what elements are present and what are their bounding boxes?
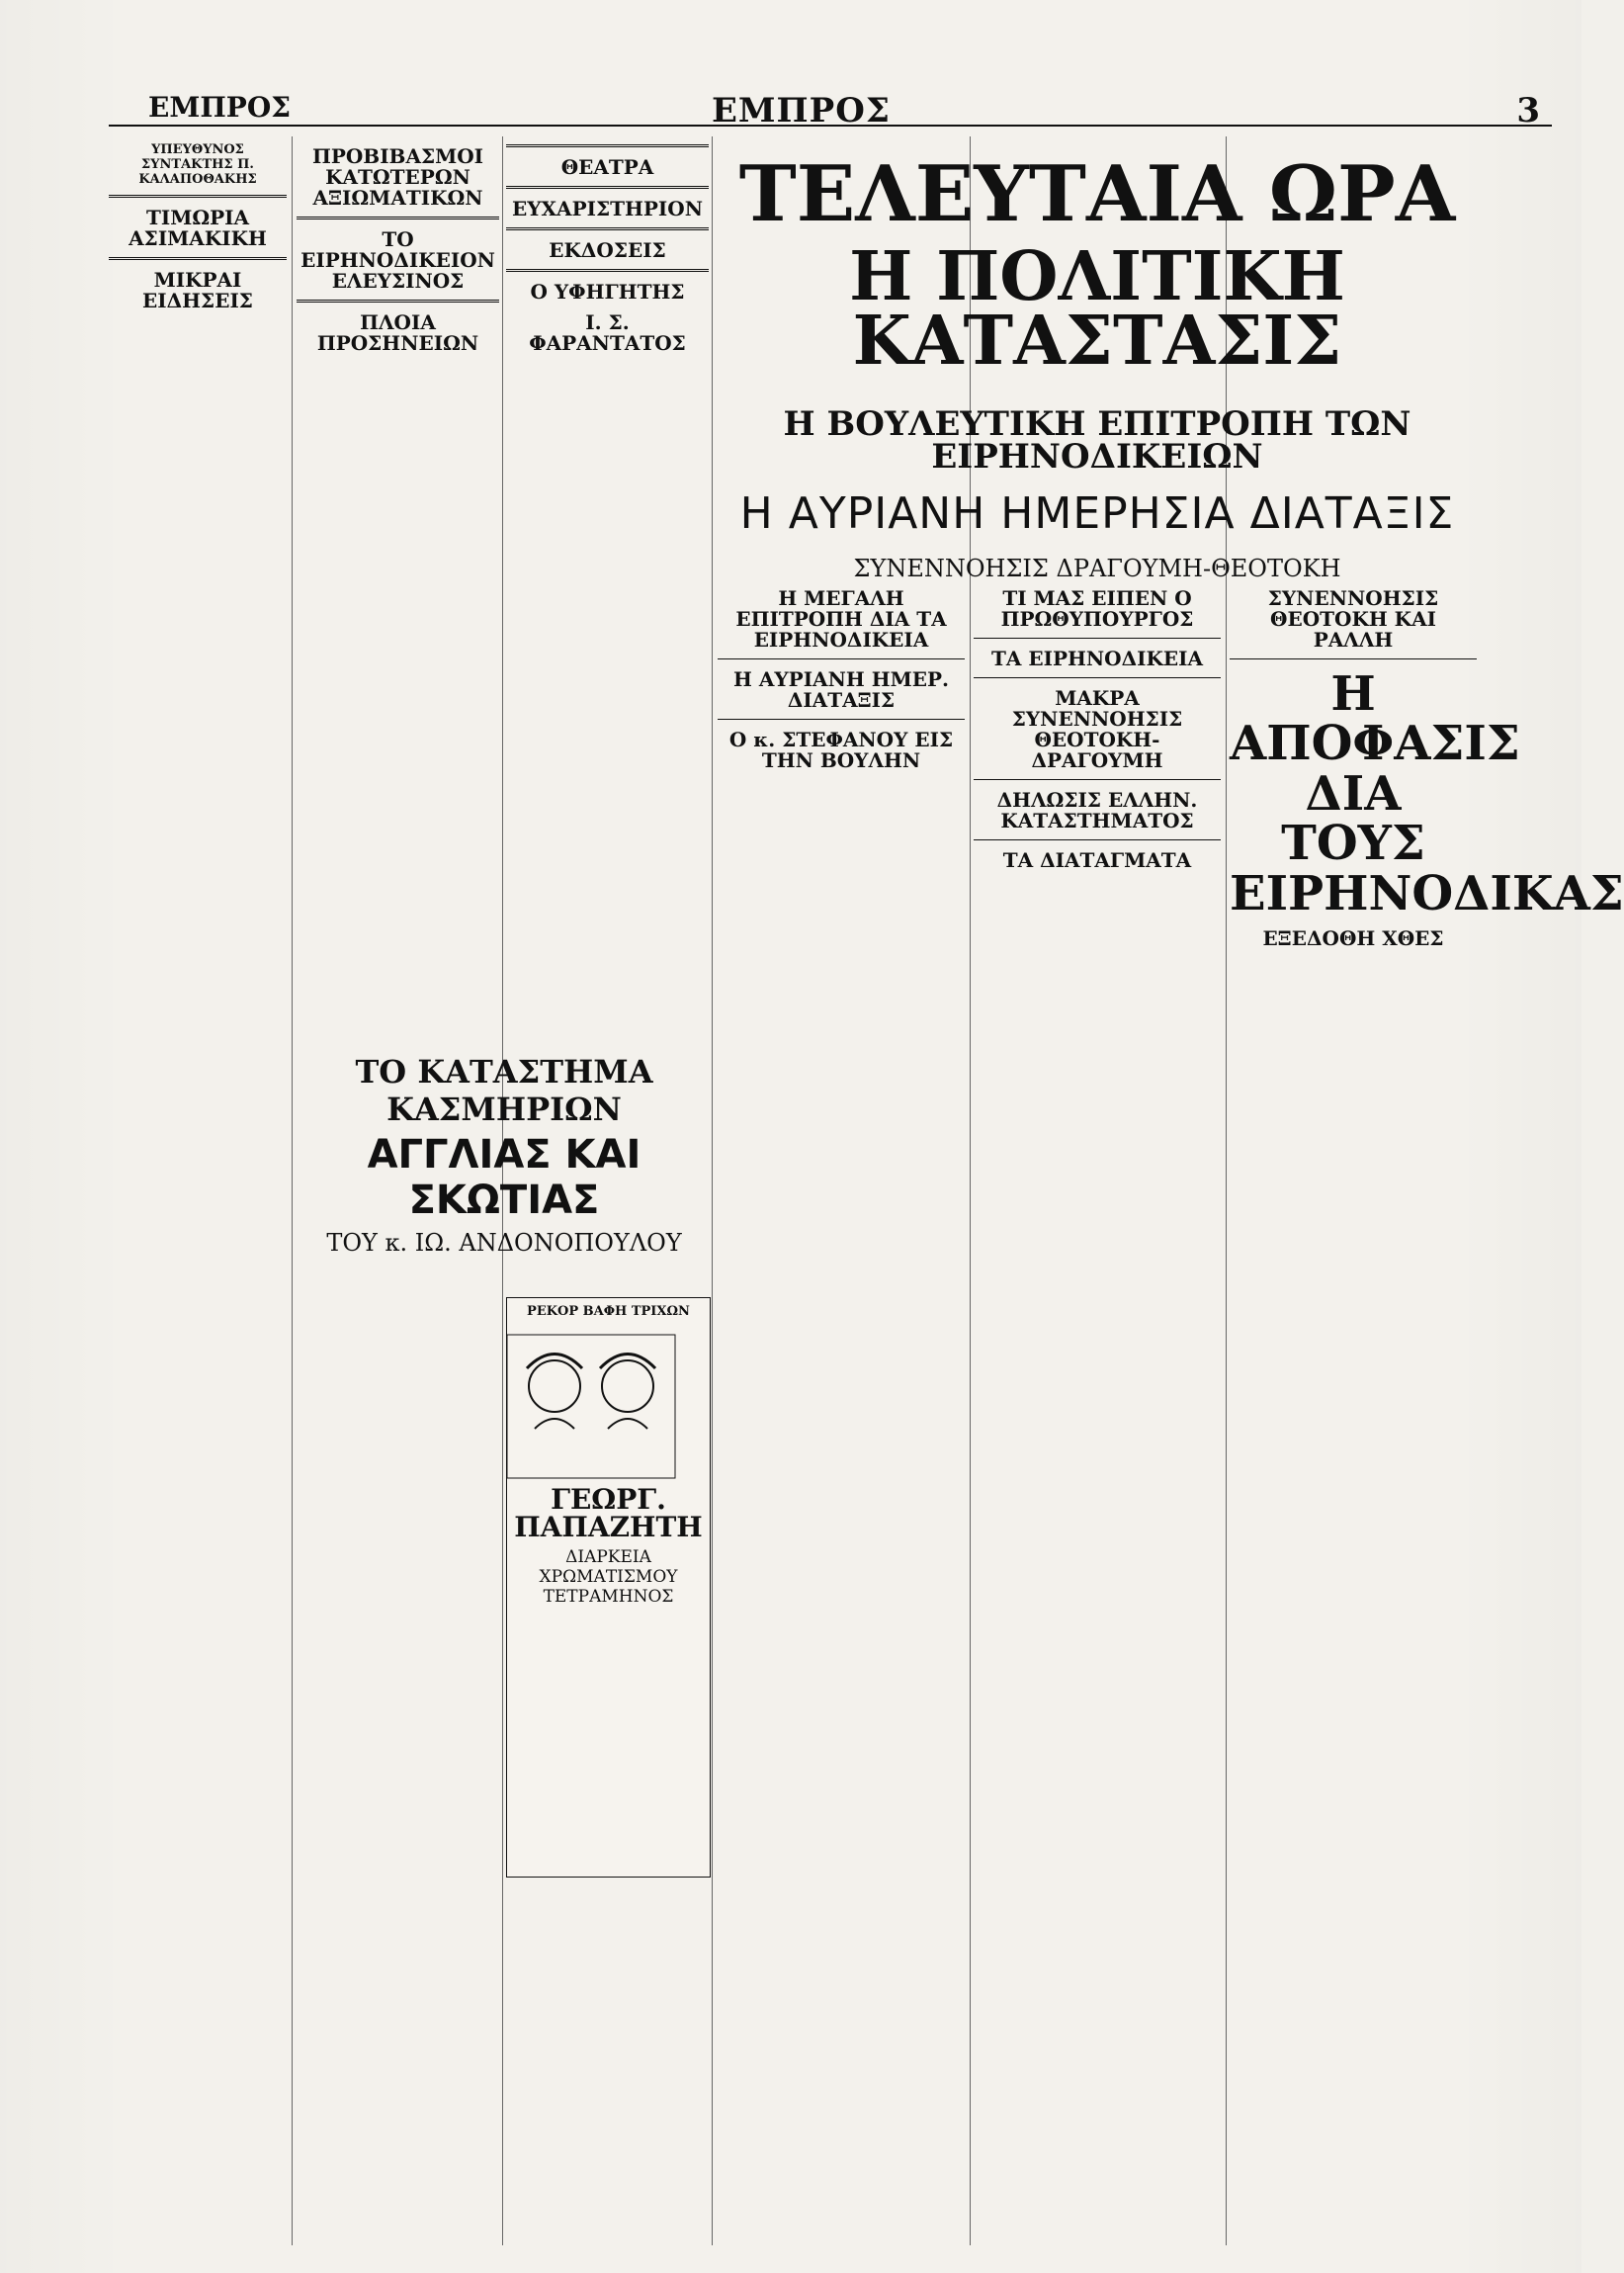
- column-4-section-1: Η ΜΕΓΑΛΗ ΕΠΙΤΡΟΠΗ ΔΙΑ ΤΑ ΕΙΡΗΝΟΔΙΚΕΙΑ: [735, 586, 947, 652]
- column-6: [1230, 578, 1624, 2245]
- column-6-rule-1: [1230, 658, 1477, 659]
- headline-line-2: Η ΠΟΛΙΤΙΚΗ ΚΑΤΑΣΤΑΣΙΣ: [849, 237, 1345, 381]
- column-1-rule-2: [109, 257, 287, 260]
- column-3-rule-4: [506, 269, 709, 272]
- column-2-section-3: ΠΛΟΙΑ ΠΡΟΣΗΝΕΙΩΝ: [316, 310, 479, 355]
- column-2-rule-2: [297, 300, 499, 303]
- column-2-rule-1: [297, 217, 499, 219]
- poster-body: [507, 1607, 710, 1622]
- editor-heading: ΥΠΕΥΘΥΝΟΣ ΣΥΝΤΑΚΤΗΣ Π. ΚΑΛΑΠΟΘΑΚΗΣ: [138, 142, 257, 187]
- poster-subtitle: ΔΙΑΡΚΕΙΑ ΧΡΩΜΑΤΙΣΜΟΥ ΤΕΤΡΑΜΗΝΟΣ: [539, 1547, 678, 1607]
- shop-ad-line-1: ΤΟ ΚΑΤΑΣΤΗΜΑ ΚΑΣΜΗΡΙΩΝ: [355, 1053, 653, 1128]
- headline-line-1: ΤΕΛΕΥΤΑΙΑ ΩΡΑ: [738, 149, 1456, 239]
- hair-dye-advertisement: [506, 1297, 711, 1878]
- top-rule: [109, 125, 1552, 127]
- column-6-section-2: Η ΑΠΟΦΑΣΙΣ ΔΙΑ ΤΟΥΣ ΕΙΡΗΝΟΔΙΚΑΣ: [1230, 666, 1624, 921]
- shop-ad-line-3: ΤΟΥ κ. ΙΩ. ΑΝΔΟΝΟΠΟΥΛΟΥ: [326, 1229, 682, 1257]
- column-3-rule-3: [506, 227, 709, 230]
- column-3-section-3: ΕΚΔΟΣΕΙΣ: [549, 238, 666, 262]
- column-5-rule-2: [974, 677, 1221, 678]
- column-2-section-1: ΠΡΟΒΙΒΑΣΜΟΙ ΚΑΤΩΤΕΡΩΝ ΑΞΙΩΜΑΤΙΚΩΝ: [311, 144, 484, 210]
- shop-ad-line-2: ΑΓΓΛΙΑΣ ΚΑΙ ΣΚΩΤΙΑΣ: [367, 1132, 641, 1223]
- column-3-rule-1: [506, 144, 709, 147]
- column-3-rule-2: [506, 186, 709, 189]
- column-1-rule-1: [109, 195, 287, 198]
- column-4-section-2: Η ΑΥΡΙΑΝΗ ΗΜΕΡ. ΔΙΑΤΑΞΙΣ: [733, 667, 949, 712]
- masthead-left: ΕΜΠΡΟΣ: [148, 91, 292, 124]
- column-3-section-4: Ο ΥΦΗΓΗΤΗΣ: [530, 280, 685, 304]
- masthead-center: ΕΜΠΡΟΣ: [712, 91, 891, 131]
- poster-illustration: [507, 1335, 675, 1478]
- column-4-section-3: Ο κ. ΣΤΕΦΑΝΟΥ ΕΙΣ ΤΗΝ ΒΟΥΛΗΝ: [728, 728, 954, 772]
- poster-top-text: ΡΕΚΟΡ ΒΑΦΗ ΤΡΙΧΩΝ: [527, 1304, 690, 1319]
- column-1-section-1: ΤΙΜΩΡΙΑ ΑΣΙΜΑΚΙΚΗ: [128, 206, 267, 250]
- column-6-section-1: ΣΥΝΕΝΝΟΗΣΙΣ ΘΕΟΤΟΚΗ ΚΑΙ ΡΑΛΛΗ: [1267, 586, 1439, 652]
- column-5-section-3: ΜΑΚΡΑ ΣΥΝΕΝΝΟΗΣΙΣ ΘΕΟΤΟΚΗ-ΔΡΑΓΟΥΜΗ: [1011, 686, 1183, 772]
- column-3-section-1: ΘΕΑΤΡΑ: [560, 155, 654, 179]
- headline-line-5: ΣΥΝΕΝΝΟΗΣΙΣ ΔΡΑΓΟΥΜΗ-ΘΕΟΤΟΚΗ: [853, 554, 1341, 582]
- column-2-section-2: ΤΟ ΕΙΡΗΝΟΔΙΚΕΙΟΝ ΕΛΕΥΣΙΝΟΣ: [300, 227, 495, 293]
- column-1: [109, 136, 287, 2245]
- column-5-section-4: ΔΗΛΩΣΙΣ ΕΛΛΗΝ. ΚΑΤΑΣΤΗΜΑΤΟΣ: [996, 788, 1198, 832]
- column-5: [974, 578, 1221, 2245]
- column-6-section-3: ΕΞΕΔΟΘΗ ΧΘΕΣ: [1262, 925, 1444, 950]
- column-4-rule-2: [718, 719, 965, 720]
- column-4-rule-1: [718, 658, 965, 659]
- column-4: [718, 578, 965, 2245]
- page-number: 3: [1516, 91, 1540, 131]
- headline-line-4: Η ΑΥΡΙΑΝΗ ΗΜΕΡΗΣΙΑ ΔΙΑΤΑΞΙΣ: [739, 487, 1455, 539]
- column-3-section-2: ΕΥΧΑΡΙΣΤΗΡΙΟΝ: [512, 197, 703, 220]
- column-divider-1: [292, 136, 293, 2245]
- column-5-rule-3: [974, 779, 1221, 780]
- poster-title: ΓΕΩΡΓ. ΠΑΠΑΖΗΤΗ: [514, 1483, 703, 1543]
- column-5-rule-4: [974, 839, 1221, 840]
- shop-advertisement: [297, 1053, 712, 1295]
- column-1-section-2: ΜΙΚΡΑΙ ΕΙΔΗΣΕΙΣ: [142, 268, 253, 312]
- column-5-section-2: ΤΑ ΕΙΡΗΝΟΔΙΚΕΙΑ: [991, 647, 1203, 670]
- column-3-name: Ι. Σ. ΦΑΡΑΝΤΑΤΟΣ: [529, 310, 686, 355]
- column-5-section-1: ΤΙ ΜΑΣ ΕΙΠΕΝ Ο ΠΡΩΘΥΠΟΥΡΓΟΣ: [1000, 586, 1194, 631]
- headline-area: [718, 148, 1477, 582]
- column-5-rule-1: [974, 638, 1221, 639]
- headline-line-3: Η ΒΟΥΛΕΥΤΙΚΗ ΕΠΙΤΡΟΠΗ ΤΩΝ ΕΙΡΗΝΟΔΙΚΕΙΩΝ: [783, 404, 1411, 477]
- column-5-section-5: ΤΑ ΔΙΑΤΑΓΜΑΤΑ: [1002, 848, 1192, 872]
- column-divider-3: [712, 136, 713, 2245]
